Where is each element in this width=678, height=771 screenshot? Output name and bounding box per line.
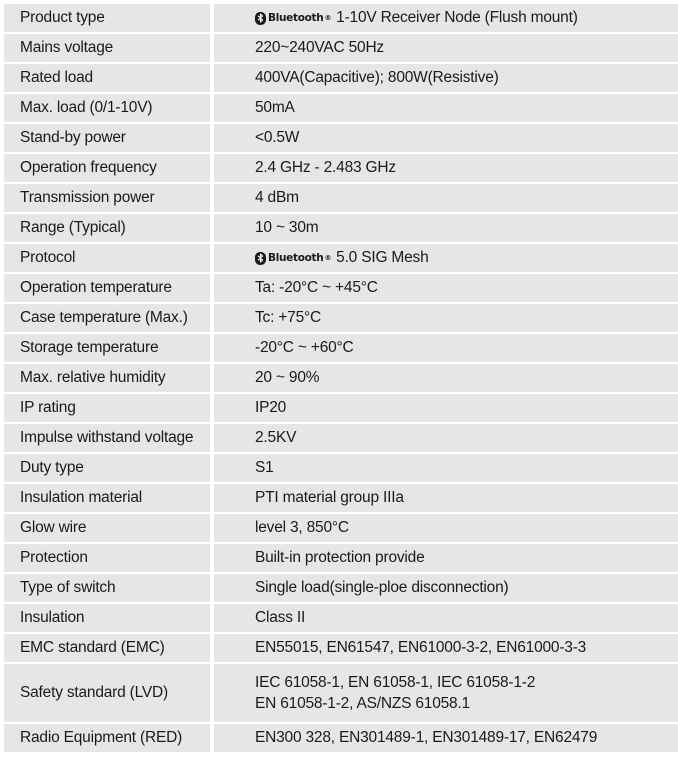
spec-label: Protocol <box>4 244 210 272</box>
spec-row <box>4 394 678 422</box>
spec-label: Impulse withstand voltage <box>4 424 210 452</box>
spec-value: <0.5W <box>214 124 678 152</box>
spec-value: EN300 328, EN301489-1, EN301489-17, EN62479 <box>214 724 678 752</box>
spec-value: -20°C ~ +60°C <box>214 334 678 362</box>
spec-row <box>4 364 678 392</box>
spec-row <box>4 544 678 572</box>
spec-label: Radio Equipment (RED) <box>4 724 210 752</box>
spec-value: 400VA(Capacitive); 800W(Resistive) <box>214 64 678 92</box>
spec-label: Protection <box>4 544 210 572</box>
spec-value-line: IEC 61058-1, EN 61058-1, IEC 61058-1-2 <box>255 674 536 691</box>
spec-label: Storage temperature <box>4 334 210 362</box>
registered-mark: ® <box>324 254 332 262</box>
spec-row <box>4 604 678 632</box>
spec-row <box>4 274 678 302</box>
spec-row <box>4 664 678 722</box>
bluetooth-rune-icon <box>255 252 266 265</box>
spec-value <box>214 244 678 272</box>
spec-value: Single load(single-ploe disconnection) <box>214 574 678 602</box>
spec-row <box>4 154 678 182</box>
spec-row <box>4 574 678 602</box>
spec-label: EMC standard (EMC) <box>4 634 210 662</box>
spec-value: Tc: +75°C <box>214 304 678 332</box>
spec-value: 50mA <box>214 94 678 122</box>
spec-row <box>4 4 678 32</box>
spec-row <box>4 454 678 482</box>
spec-label: Glow wire <box>4 514 210 542</box>
spec-label: Insulation <box>4 604 210 632</box>
spec-label: Range (Typical) <box>4 214 210 242</box>
spec-row <box>4 514 678 542</box>
spec-row <box>4 724 678 752</box>
spec-row <box>4 334 678 362</box>
spec-label: Duty type <box>4 454 210 482</box>
spec-label: Operation temperature <box>4 274 210 302</box>
spec-table <box>4 4 678 754</box>
spec-value: Built-in protection provide <box>214 544 678 572</box>
spec-row <box>4 424 678 452</box>
spec-label: Insulation material <box>4 484 210 512</box>
spec-label: Case temperature (Max.) <box>4 304 210 332</box>
spec-value: EN55015, EN61547, EN61000-3-2, EN61000-3-3 <box>214 634 678 662</box>
spec-label: Operation frequency <box>4 154 210 182</box>
spec-value: 4 dBm <box>214 184 678 212</box>
spec-value: S1 <box>214 454 678 482</box>
spec-value: Ta: -20°C ~ +45°C <box>214 274 678 302</box>
spec-value: 10 ~ 30m <box>214 214 678 242</box>
spec-row <box>4 484 678 512</box>
spec-value: level 3, 850°C <box>214 514 678 542</box>
spec-label: Safety standard (LVD) <box>4 664 210 722</box>
bluetooth-wordmark: Bluetooth <box>268 12 324 24</box>
spec-row <box>4 244 678 272</box>
spec-label: Max. relative humidity <box>4 364 210 392</box>
bluetooth-rune-icon <box>255 12 266 25</box>
spec-label: Mains voltage <box>4 34 210 62</box>
spec-value: IP20 <box>214 394 678 422</box>
spec-row <box>4 124 678 152</box>
spec-row <box>4 184 678 212</box>
product-type-value: 1-10V Receiver Node (Flush mount) <box>336 9 578 26</box>
bluetooth-logo <box>255 12 331 25</box>
spec-label: Stand-by power <box>4 124 210 152</box>
bluetooth-wordmark: Bluetooth <box>268 252 324 264</box>
spec-value: 20 ~ 90% <box>214 364 678 392</box>
spec-row <box>4 64 678 92</box>
spec-label: Type of switch <box>4 574 210 602</box>
spec-value: PTI material group IIIa <box>214 484 678 512</box>
protocol-value: 5.0 SIG Mesh <box>336 249 429 266</box>
spec-value: 2.4 GHz - 2.483 GHz <box>214 154 678 182</box>
spec-value: 220~240VAC 50Hz <box>214 34 678 62</box>
spec-value <box>214 664 678 722</box>
spec-value: 2.5KV <box>214 424 678 452</box>
spec-row <box>4 304 678 332</box>
spec-row <box>4 214 678 242</box>
registered-mark: ® <box>324 14 332 22</box>
spec-value-line: EN 61058-1-2, AS/NZS 61058.1 <box>255 695 470 712</box>
bluetooth-logo <box>255 252 331 265</box>
spec-row <box>4 34 678 62</box>
spec-value-lines <box>255 672 535 714</box>
spec-label: Transmission power <box>4 184 210 212</box>
spec-label: Max. load (0/1-10V) <box>4 94 210 122</box>
spec-label: Product type <box>4 4 210 32</box>
spec-label: Rated load <box>4 64 210 92</box>
spec-row <box>4 94 678 122</box>
spec-row <box>4 634 678 662</box>
spec-label: IP rating <box>4 394 210 422</box>
spec-value <box>214 4 678 32</box>
spec-value: Class II <box>214 604 678 632</box>
